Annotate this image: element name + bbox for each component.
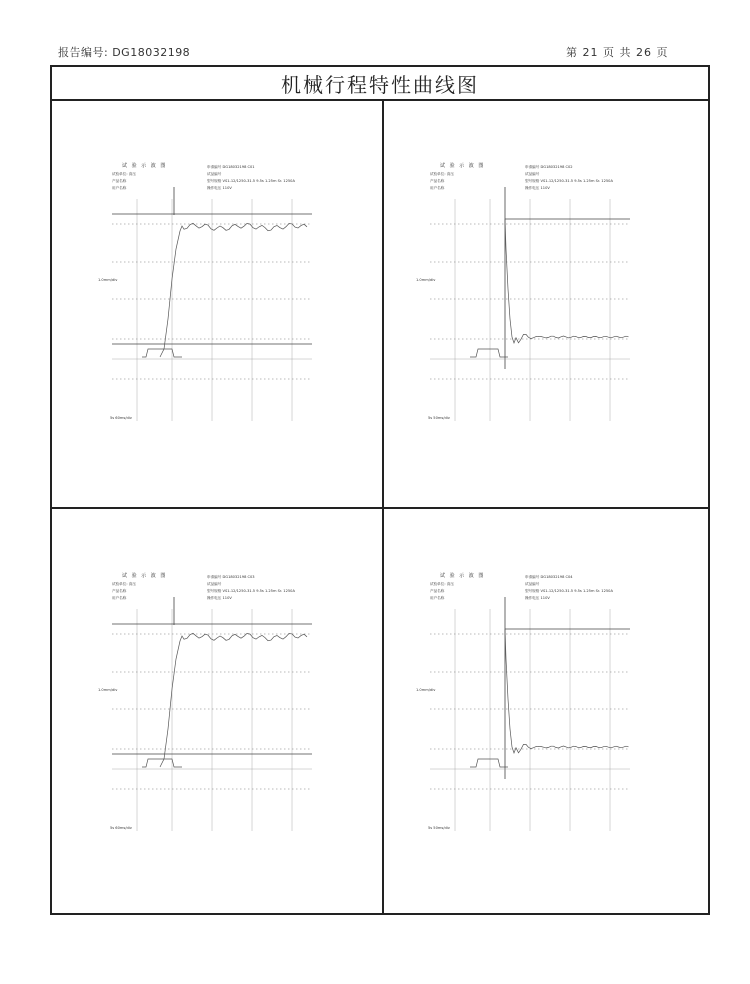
axis-note-bottom: 5s 50ms/div [428, 416, 450, 420]
field-left: 产品名称 [112, 589, 127, 593]
axis-note-left: 1.0mm/div [416, 688, 436, 692]
axis-note-left: 1.0mm/div [416, 278, 436, 282]
oscillogram [98, 159, 327, 459]
field-left: 产品名称 [112, 179, 127, 183]
field-right: 型号规格 VS1-12/1250-31.5 9.5s 1.25m Sr. 1250A [525, 179, 613, 183]
command-pulse [470, 349, 508, 357]
panel-bottom-left [98, 569, 327, 869]
command-pulse [470, 759, 508, 767]
field-right: 试品编号 [207, 172, 222, 176]
field-left: 用户名称 [112, 596, 127, 600]
field-left: 用户名称 [430, 596, 445, 600]
field-right: 申请编号 DG18032198 C02 [525, 165, 573, 169]
field-right: 申请编号 DG18032198 C01 [207, 165, 255, 169]
field-left: 试验单位: 高压 [430, 172, 454, 176]
field-left: 试验单位: 高压 [112, 582, 136, 586]
horizontal-divider [52, 507, 708, 509]
field-right: 试品编号 [525, 172, 540, 176]
panel-top-left [98, 159, 327, 459]
oscillogram [416, 569, 645, 869]
field-right: 操作电压 110V [525, 186, 550, 190]
oscillogram [98, 569, 327, 869]
field-right: 试品编号 [525, 582, 540, 586]
oscillogram-title: 试 验 示 波 图 [122, 573, 167, 579]
panel-top-right [416, 159, 645, 459]
field-left: 试验单位: 高压 [430, 582, 454, 586]
field-right: 操作电压 110V [525, 596, 550, 600]
field-right: 试品编号 [207, 582, 222, 586]
field-right: 型号规格 VS1-12/1250-31.5 9.5s 1.25m Sr. 1250A [525, 589, 613, 593]
travel-curve [160, 633, 307, 767]
field-right: 申请编号 DG18032198 C04 [525, 575, 573, 579]
page-indicator: 第 21 页 共 26 页 [566, 46, 669, 59]
oscillogram [416, 159, 645, 459]
field-left: 试验单位: 高压 [112, 172, 136, 176]
axis-note-left: 1.0mm/div [98, 278, 118, 282]
field-right: 操作电压 110V [207, 186, 232, 190]
oscillogram-title: 试 验 示 波 图 [440, 163, 485, 169]
axis-note-left: 1.0mm/div [98, 688, 118, 692]
oscillogram-title: 试 验 示 波 图 [440, 573, 485, 579]
page-title: 机械行程特性曲线图 [52, 67, 708, 101]
axis-note-bottom: 5s 60ms/div [110, 416, 132, 420]
oscillogram-title: 试 验 示 波 图 [122, 163, 167, 169]
travel-curve [160, 223, 307, 357]
axis-note-bottom: 5s 60ms/div [110, 826, 132, 830]
field-right: 型号规格 VS1-12/1250-31.5 9.5s 1.25m Sr. 1250A [207, 179, 295, 183]
field-left: 产品名称 [430, 589, 445, 593]
axis-note-bottom: 5s 50ms/div [428, 826, 450, 830]
field-right: 申请编号 DG18032198 C03 [207, 575, 255, 579]
report-number: 报告编号: DG18032198 [58, 46, 191, 59]
field-left: 产品名称 [430, 179, 445, 183]
field-right: 操作电压 110V [207, 596, 232, 600]
field-left: 用户名称 [112, 186, 127, 190]
field-right: 型号规格 VS1-12/1250-31.5 9.5s 1.25m Sr. 1250A [207, 589, 295, 593]
field-left: 用户名称 [430, 186, 445, 190]
report-frame [50, 65, 710, 915]
panel-bottom-right [416, 569, 645, 869]
